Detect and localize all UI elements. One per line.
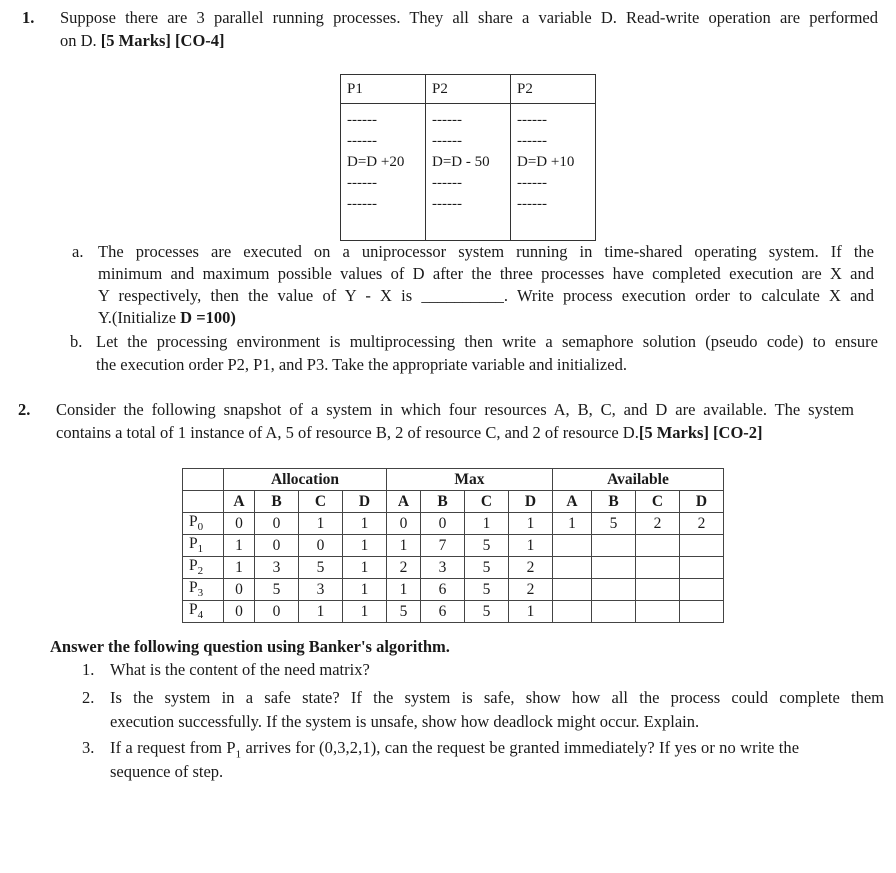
q1-marks: [5 Marks] [CO-4]: [100, 31, 225, 50]
q2-item2-line2: execution successfully. If the system is unsafe, show how deadlock might occur. Explain.: [110, 712, 700, 731]
q2-item1-text: What is the content of the need matrix?: [110, 660, 370, 679]
process-line: ------: [347, 112, 377, 128]
banker-table: [182, 468, 724, 623]
process-table: [340, 74, 596, 241]
process-statement: D=D - 50: [432, 154, 490, 170]
alloc-cell: 0: [255, 535, 299, 557]
q2-text-line1: Consider the following snapshot of a system in which four resources A, B, C, and D are available. The system: [56, 400, 854, 419]
q1-number: 1.: [22, 8, 35, 27]
q1a-label: a.: [72, 242, 84, 261]
q1a-line4: [98, 308, 236, 328]
q2-item3-sub: 1: [235, 748, 242, 761]
max-cell: 2: [387, 557, 421, 579]
q2-marks: [5 Marks] [CO-2]: [638, 423, 763, 442]
q2-item3-number: 3.: [82, 738, 95, 757]
alloc-cell: 0: [224, 601, 255, 623]
avail-col-d: D: [680, 491, 724, 513]
alloc-cell: 1: [343, 601, 387, 623]
process-column-1: [341, 104, 426, 241]
alloc-col-a: A: [224, 491, 255, 513]
process-header-p3: P2: [511, 75, 596, 104]
alloc-cell: 1: [343, 535, 387, 557]
max-cell: 5: [465, 557, 509, 579]
process-index: 2: [197, 565, 204, 578]
q1a-line2: minimum and maximum possible values of D after the three processes have completed execution are X and: [98, 264, 874, 283]
process-label: [183, 601, 224, 623]
alloc-cell: 1: [343, 513, 387, 535]
alloc-col-d: D: [343, 491, 387, 513]
banker-table-body: [183, 513, 724, 623]
alloc-cell: 1: [224, 535, 255, 557]
avail-cell: [592, 579, 636, 601]
alloc-cell: 0: [255, 601, 299, 623]
avail-cell: 2: [680, 513, 724, 535]
avail-cell: [553, 579, 592, 601]
process-letter: P: [189, 513, 198, 531]
avail-cell: [680, 535, 724, 557]
avail-col-c: C: [636, 491, 680, 513]
process-header-p2: P2: [426, 75, 511, 104]
avail-cell: [680, 601, 724, 623]
allocation-header: Allocation: [224, 469, 387, 491]
process-letter: P: [189, 579, 198, 597]
process-index: 0: [197, 521, 204, 534]
process-index: 3: [197, 587, 204, 600]
alloc-col-c: C: [299, 491, 343, 513]
process-label: [183, 557, 224, 579]
q2-text-line2-prefix: contains a total of 1 instance of A, 5 of resource B, 2 of resource C, and 2 of resource D.: [56, 423, 639, 442]
avail-cell: [680, 579, 724, 601]
process-line: ------: [517, 175, 547, 191]
alloc-cell: 3: [299, 579, 343, 601]
process-statement: D=D +20: [347, 154, 405, 170]
avail-cell: [553, 535, 592, 557]
q2-text-line2: [56, 423, 763, 443]
q1-text-line2: [60, 31, 225, 51]
process-column-2: [426, 104, 511, 241]
max-cell: 1: [509, 535, 553, 557]
process-line: ------: [347, 196, 377, 212]
process-header-p1: P1: [341, 75, 426, 104]
process-letter: P: [189, 535, 198, 553]
process-line: ------: [432, 175, 462, 191]
avail-cell: 5: [592, 513, 636, 535]
avail-cell: [592, 557, 636, 579]
max-header: Max: [387, 469, 553, 491]
alloc-cell: 1: [343, 557, 387, 579]
process-line: ------: [432, 133, 462, 149]
table-row: [183, 601, 724, 623]
max-cell: 6: [421, 579, 465, 601]
max-cell: 5: [465, 601, 509, 623]
max-cell: 1: [387, 535, 421, 557]
process-label: [183, 535, 224, 557]
alloc-cell: 1: [343, 579, 387, 601]
q2-item2-number: 2.: [82, 688, 95, 707]
max-cell: 2: [509, 557, 553, 579]
max-cell: 5: [465, 579, 509, 601]
max-cell: 0: [421, 513, 465, 535]
q1a-line3: Y respectively, then the value of Y - X is __________. Write process execution order to calculate X and: [98, 286, 874, 305]
table-row: [183, 557, 724, 579]
max-cell: 2: [509, 579, 553, 601]
avail-cell: [636, 601, 680, 623]
max-cell: 0: [387, 513, 421, 535]
max-col-c: C: [465, 491, 509, 513]
q1b-line1: Let the processing environment is multiprocessing then write a semaphore solution (pseudo code) to ensure: [96, 332, 878, 351]
process-statement: D=D +10: [517, 154, 575, 170]
table-corner: [183, 491, 224, 513]
table-row: [183, 535, 724, 557]
max-cell: 3: [421, 557, 465, 579]
alloc-cell: 0: [224, 579, 255, 601]
avail-cell: 1: [553, 513, 592, 535]
alloc-cell: 0: [224, 513, 255, 535]
q1-text-line1: Suppose there are 3 parallel running processes. They all share a variable D. Read-write operation are performed: [60, 8, 878, 27]
table-corner: [183, 469, 224, 491]
q2-number: 2.: [18, 400, 31, 419]
alloc-cell: 1: [299, 513, 343, 535]
process-index: 1: [197, 543, 204, 556]
max-cell: 1: [509, 513, 553, 535]
q2-item3-line1-a: If a request from P: [110, 738, 236, 757]
alloc-cell: 0: [299, 535, 343, 557]
avail-cell: [592, 535, 636, 557]
answer-heading: [50, 637, 450, 657]
avail-cell: 2: [636, 513, 680, 535]
max-col-a: A: [387, 491, 421, 513]
avail-cell: [592, 601, 636, 623]
q1a-line1: The processes are executed on a uniprocessor system running in time-shared operating system. If the: [98, 242, 874, 261]
table-row: [183, 513, 724, 535]
process-line: ------: [432, 112, 462, 128]
process-line: ------: [432, 196, 462, 212]
max-cell: 1: [387, 579, 421, 601]
alloc-cell: 5: [299, 557, 343, 579]
table-row: [183, 579, 724, 601]
avail-col-b: B: [592, 491, 636, 513]
alloc-cell: 3: [255, 557, 299, 579]
alloc-cell: 5: [255, 579, 299, 601]
max-col-b: B: [421, 491, 465, 513]
process-column-3: [511, 104, 596, 241]
process-line: ------: [347, 175, 377, 191]
answer-heading-text: Answer the following question using Banker's algorithm.: [50, 637, 450, 656]
avail-cell: [553, 601, 592, 623]
max-cell: 5: [387, 601, 421, 623]
available-header: Available: [553, 469, 724, 491]
max-cell: 1: [465, 513, 509, 535]
process-label: [183, 513, 224, 535]
q2-item3-line1: [110, 738, 799, 760]
q1b-line2: the execution order P2, P1, and P3. Take the appropriate variable and initialized.: [96, 355, 627, 374]
q2-item3-line1-b: arrives for (0,3,2,1), can the request be granted immediately? If yes or no write the: [241, 738, 800, 757]
alloc-cell: 1: [224, 557, 255, 579]
avail-cell: [553, 557, 592, 579]
q1a-line4-prefix: Y.(Initialize: [98, 308, 181, 327]
max-col-d: D: [509, 491, 553, 513]
max-cell: 7: [421, 535, 465, 557]
process-label: [183, 579, 224, 601]
avail-cell: [636, 557, 680, 579]
q2-item1-number: 1.: [82, 660, 95, 679]
max-cell: 1: [509, 601, 553, 623]
alloc-cell: 0: [255, 513, 299, 535]
process-line: ------: [517, 196, 547, 212]
process-line: ------: [517, 112, 547, 128]
process-index: 4: [197, 609, 204, 622]
process-line: ------: [517, 133, 547, 149]
q1b-label: b.: [70, 332, 83, 351]
avail-col-a: A: [553, 491, 592, 513]
avail-cell: [680, 557, 724, 579]
process-line: ------: [347, 133, 377, 149]
process-letter: P: [189, 557, 198, 575]
q2-item3-line2: sequence of step.: [110, 762, 224, 781]
alloc-col-b: B: [255, 491, 299, 513]
q2-item2-line1: Is the system in a safe state? If the system is safe, show how all the process could complete them: [110, 688, 884, 707]
max-cell: 5: [465, 535, 509, 557]
q1a-initial-value: D =100): [180, 308, 236, 327]
max-cell: 6: [421, 601, 465, 623]
avail-cell: [636, 579, 680, 601]
alloc-cell: 1: [299, 601, 343, 623]
q1-text-line2-prefix: on D.: [60, 31, 101, 50]
avail-cell: [636, 535, 680, 557]
process-letter: P: [189, 601, 198, 619]
